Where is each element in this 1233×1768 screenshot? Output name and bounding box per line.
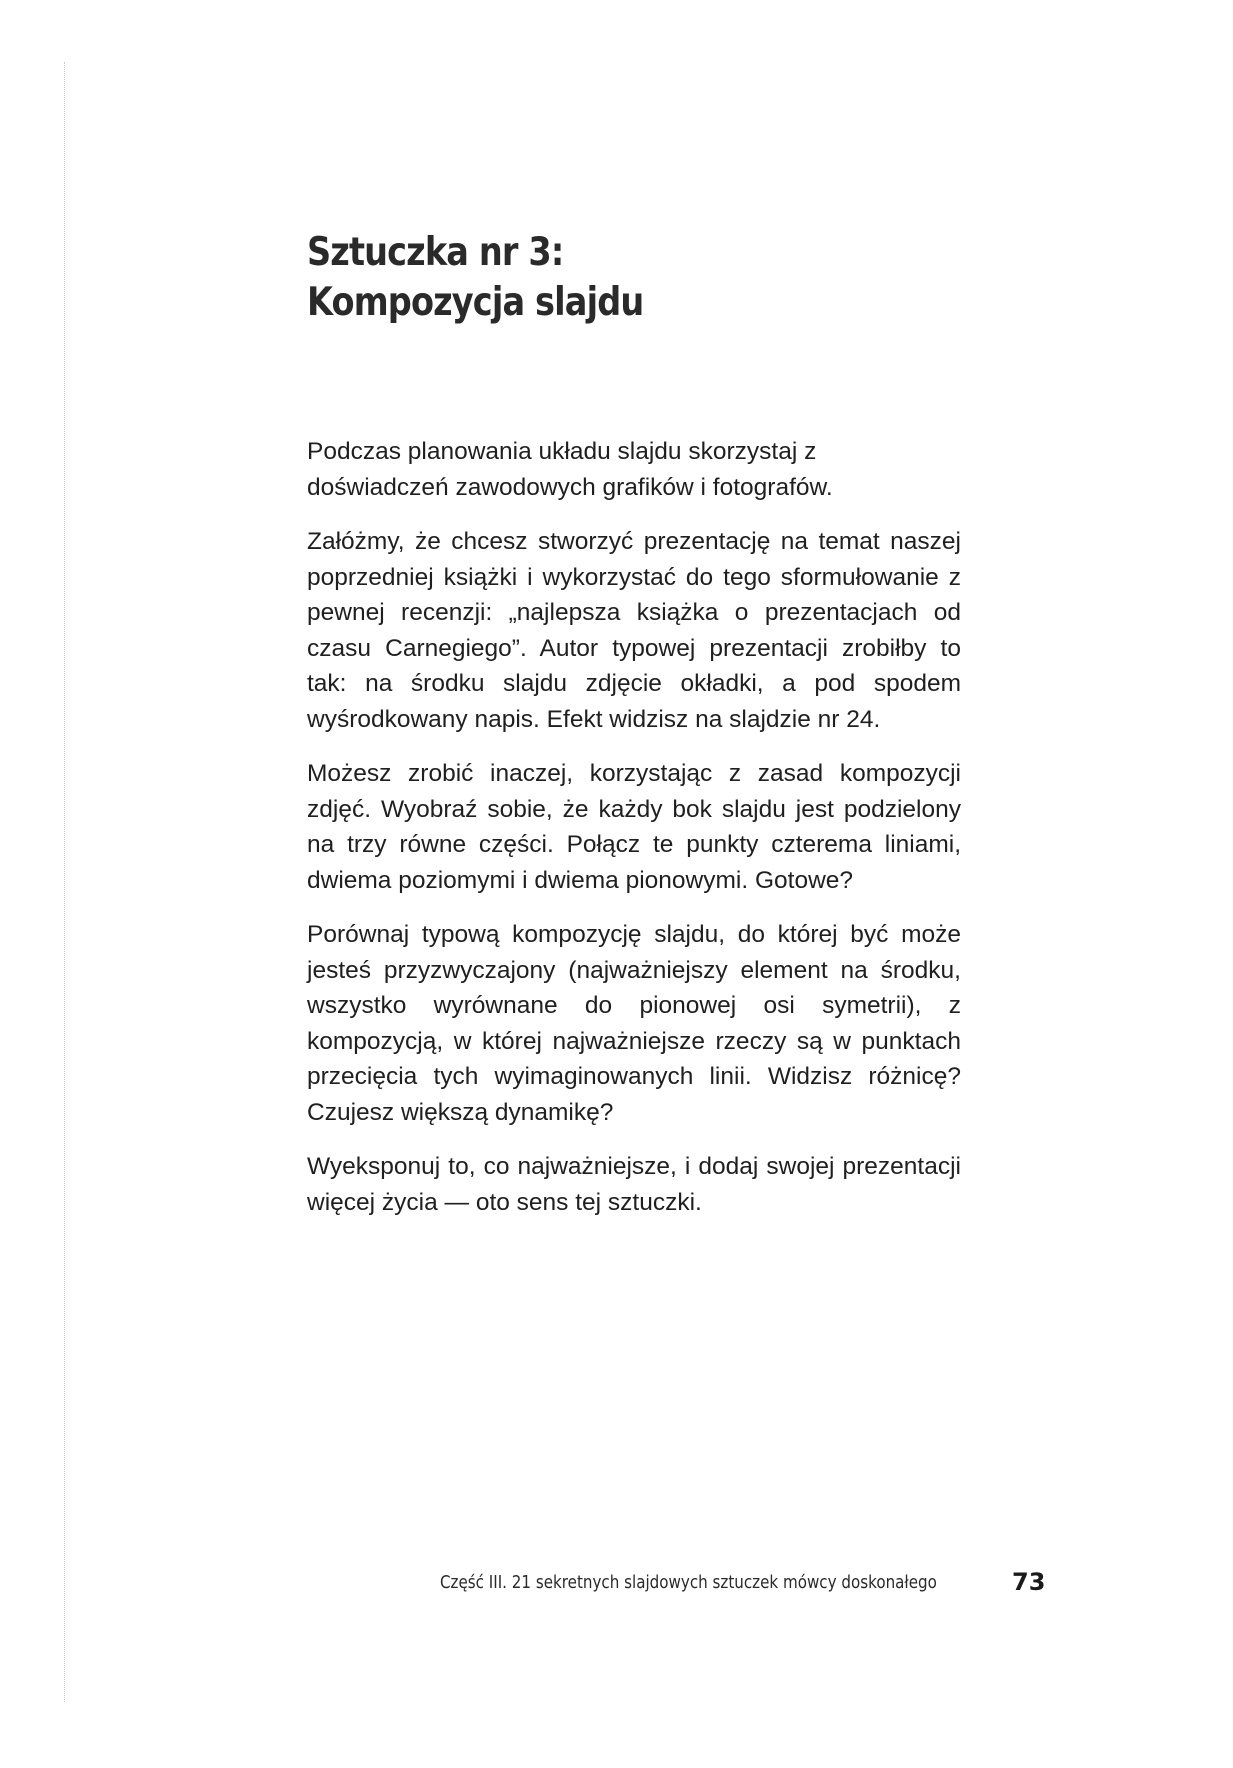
page-content: [307, 228, 961, 1239]
body-text: [307, 434, 961, 1220]
page-margin-rule: [64, 62, 65, 1702]
chapter-heading-line-1: Sztuczka nr 3:: [307, 230, 564, 275]
paragraph-comparison: Porównaj typową kompozycję slajdu, do której być może jesteś przyzwyczajony (najważniejszy element na środku, wszystko wyrównane do pionowej osi symetrii), z kompozycją, w której najważniejsze rzeczy są w punktach przecięcia tych wyimaginowanych linii. Widzisz różnicę? Czujesz większą dynamikę?: [307, 921, 961, 1126]
page-footer: [440, 1568, 1046, 1608]
paragraph-example: Załóżmy, że chcesz stworzyć prezentację na temat naszej poprzedniej książki i wykorzystać do tego sformułowanie z pewnej recenzji: „najlepsza książka o prezentacjach od czasu Carnegiego”. Autor typowej prezentacji zrobiłby to tak: na środku slajdu zdjęcie okładki, a pod spodem wyśrodkowany napis. Efekt widzisz na slajdzie nr 24.: [307, 528, 961, 733]
paragraph-summary: Wyeksponuj to, co najważniejsze, i dodaj swojej prezentacji więcej życia — oto sens tej sztuczki.: [307, 1153, 961, 1216]
chapter-heading: [307, 228, 869, 328]
paragraph-rule-of-thirds: Możesz zrobić inaczej, korzystając z zasad kompozycji zdjęć. Wyobraź sobie, że każdy bok slajdu jest podzielony na trzy równe części. Połącz te punkty czterema liniami, dwiema poziomymi i dwiema pionowymi. Gotowe?: [307, 760, 961, 894]
running-head: Część III. 21 sekretnych slajdowych sztuczek mówcy doskonałego: [440, 1572, 937, 1593]
chapter-heading-line-2: Kompozycja slajdu: [307, 280, 644, 325]
paragraph-intro: Podczas planowania układu slajdu skorzystaj z doświadczeń zawodowych grafików i fotografów.: [307, 438, 833, 501]
page-number: 73: [1012, 1568, 1046, 1596]
